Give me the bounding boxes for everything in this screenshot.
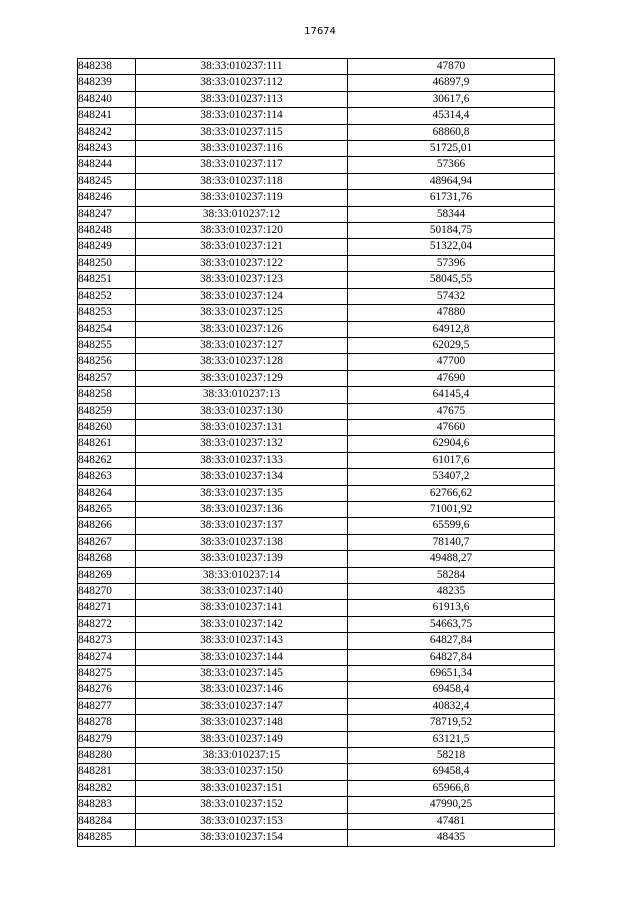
- value-cell: 63121,5: [348, 731, 555, 747]
- cadastral-number-cell: 38:33:010237:120: [136, 223, 348, 239]
- table-row: [78, 321, 555, 337]
- cadastral-number-cell: 38:33:010237:152: [136, 797, 348, 813]
- row-id-cell: 848253: [78, 305, 136, 321]
- row-id-cell: 848266: [78, 518, 136, 534]
- value-cell: 58218: [348, 748, 555, 764]
- table-row: [78, 534, 555, 550]
- cadastral-number-cell: 38:33:010237:154: [136, 830, 348, 846]
- row-id-cell: 848244: [78, 157, 136, 173]
- table-row: [78, 551, 555, 567]
- row-id-cell: 848239: [78, 75, 136, 91]
- row-id-cell: 848241: [78, 108, 136, 124]
- cadastral-number-cell: 38:33:010237:148: [136, 715, 348, 731]
- cadastral-number-cell: 38:33:010237:146: [136, 682, 348, 698]
- value-cell: 78140,7: [348, 534, 555, 550]
- row-id-cell: 848274: [78, 649, 136, 665]
- table-row: [78, 567, 555, 583]
- cadastral-number-cell: 38:33:010237:124: [136, 288, 348, 304]
- cadastral-number-cell: 38:33:010237:116: [136, 141, 348, 157]
- row-id-cell: 848279: [78, 731, 136, 747]
- cadastral-number-cell: 38:33:010237:151: [136, 780, 348, 796]
- table-body: [78, 59, 555, 847]
- cadastral-number-cell: 38:33:010237:138: [136, 534, 348, 550]
- value-cell: 58344: [348, 206, 555, 222]
- value-cell: 69651,34: [348, 666, 555, 682]
- table-row: [78, 59, 555, 75]
- value-cell: 30617,6: [348, 91, 555, 107]
- cadastral-number-cell: 38:33:010237:117: [136, 157, 348, 173]
- value-cell: 40832,4: [348, 698, 555, 714]
- row-id-cell: 848254: [78, 321, 136, 337]
- cadastral-number-cell: 38:33:010237:130: [136, 403, 348, 419]
- table-row: [78, 387, 555, 403]
- table-row: [78, 813, 555, 829]
- value-cell: 78719,52: [348, 715, 555, 731]
- cadastral-number-cell: 38:33:010237:145: [136, 666, 348, 682]
- cadastral-number-cell: 38:33:010237:147: [136, 698, 348, 714]
- row-id-cell: 848280: [78, 748, 136, 764]
- row-id-cell: 848278: [78, 715, 136, 731]
- table-row: [78, 518, 555, 534]
- value-cell: 58045,55: [348, 272, 555, 288]
- cadastral-number-cell: 38:33:010237:141: [136, 600, 348, 616]
- table-row: [78, 633, 555, 649]
- table-row: [78, 288, 555, 304]
- row-id-cell: 848285: [78, 830, 136, 846]
- table-row: [78, 124, 555, 140]
- cadastral-number-cell: 38:33:010237:153: [136, 813, 348, 829]
- cadastral-number-cell: 38:33:010237:132: [136, 436, 348, 452]
- row-id-cell: 848269: [78, 567, 136, 583]
- row-id-cell: 848249: [78, 239, 136, 255]
- cadastral-number-cell: 38:33:010237:121: [136, 239, 348, 255]
- row-id-cell: 848264: [78, 485, 136, 501]
- value-cell: 47880: [348, 305, 555, 321]
- row-id-cell: 848268: [78, 551, 136, 567]
- row-id-cell: 848281: [78, 764, 136, 780]
- table-row: [78, 748, 555, 764]
- cadastral-number-cell: 38:33:010237:15: [136, 748, 348, 764]
- value-cell: 65966,8: [348, 780, 555, 796]
- value-cell: 51725,01: [348, 141, 555, 157]
- row-id-cell: 848256: [78, 354, 136, 370]
- cadastral-number-cell: 38:33:010237:111: [136, 59, 348, 75]
- value-cell: 47870: [348, 59, 555, 75]
- value-cell: 50184,75: [348, 223, 555, 239]
- value-cell: 58284: [348, 567, 555, 583]
- data-table: [77, 58, 555, 847]
- table-row: [78, 190, 555, 206]
- row-id-cell: 848247: [78, 206, 136, 222]
- table-row: [78, 206, 555, 222]
- row-id-cell: 848272: [78, 616, 136, 632]
- row-id-cell: 848238: [78, 59, 136, 75]
- row-id-cell: 848242: [78, 124, 136, 140]
- table-row: [78, 797, 555, 813]
- table-row: [78, 698, 555, 714]
- table-row: [78, 715, 555, 731]
- row-id-cell: 848252: [78, 288, 136, 304]
- table-row: [78, 485, 555, 501]
- table-row: [78, 255, 555, 271]
- table-row: [78, 649, 555, 665]
- value-cell: 45314,4: [348, 108, 555, 124]
- row-id-cell: 848282: [78, 780, 136, 796]
- value-cell: 47690: [348, 370, 555, 386]
- page-number: 17674: [304, 26, 336, 37]
- table-row: [78, 469, 555, 485]
- value-cell: 62904,6: [348, 436, 555, 452]
- table-row: [78, 452, 555, 468]
- value-cell: 61913,6: [348, 600, 555, 616]
- table-row: [78, 157, 555, 173]
- value-cell: 57432: [348, 288, 555, 304]
- row-id-cell: 848259: [78, 403, 136, 419]
- cadastral-number-cell: 38:33:010237:13: [136, 387, 348, 403]
- table-row: [78, 764, 555, 780]
- cadastral-number-cell: 38:33:010237:112: [136, 75, 348, 91]
- cadastral-number-cell: 38:33:010237:137: [136, 518, 348, 534]
- value-cell: 57366: [348, 157, 555, 173]
- table-row: [78, 173, 555, 189]
- row-id-cell: 848261: [78, 436, 136, 452]
- row-id-cell: 848277: [78, 698, 136, 714]
- row-id-cell: 848271: [78, 600, 136, 616]
- value-cell: 46897,9: [348, 75, 555, 91]
- table-row: [78, 419, 555, 435]
- cadastral-number-cell: 38:33:010237:118: [136, 173, 348, 189]
- value-cell: 71001,92: [348, 501, 555, 517]
- value-cell: 47675: [348, 403, 555, 419]
- row-id-cell: 848267: [78, 534, 136, 550]
- cadastral-number-cell: 38:33:010237:126: [136, 321, 348, 337]
- row-id-cell: 848240: [78, 91, 136, 107]
- value-cell: 69458,4: [348, 764, 555, 780]
- cadastral-number-cell: 38:33:010237:139: [136, 551, 348, 567]
- value-cell: 64827,84: [348, 633, 555, 649]
- cadastral-number-cell: 38:33:010237:143: [136, 633, 348, 649]
- row-id-cell: 848245: [78, 173, 136, 189]
- cadastral-number-cell: 38:33:010237:144: [136, 649, 348, 665]
- cadastral-number-cell: 38:33:010237:119: [136, 190, 348, 206]
- row-id-cell: 848251: [78, 272, 136, 288]
- table-row: [78, 436, 555, 452]
- row-id-cell: 848265: [78, 501, 136, 517]
- cadastral-number-cell: 38:33:010237:129: [136, 370, 348, 386]
- table-row: [78, 780, 555, 796]
- value-cell: 62029,5: [348, 337, 555, 353]
- table-row: [78, 354, 555, 370]
- value-cell: 69458,4: [348, 682, 555, 698]
- value-cell: 48435: [348, 830, 555, 846]
- cadastral-number-cell: 38:33:010237:131: [136, 419, 348, 435]
- table-row: [78, 272, 555, 288]
- cadastral-number-cell: 38:33:010237:12: [136, 206, 348, 222]
- table-row: [78, 108, 555, 124]
- row-id-cell: 848258: [78, 387, 136, 403]
- value-cell: 47700: [348, 354, 555, 370]
- cadastral-number-cell: 38:33:010237:140: [136, 584, 348, 600]
- cadastral-number-cell: 38:33:010237:135: [136, 485, 348, 501]
- table-row: [78, 501, 555, 517]
- cadastral-number-cell: 38:33:010237:125: [136, 305, 348, 321]
- value-cell: 64912,8: [348, 321, 555, 337]
- cadastral-number-cell: 38:33:010237:150: [136, 764, 348, 780]
- value-cell: 51322,04: [348, 239, 555, 255]
- row-id-cell: 848263: [78, 469, 136, 485]
- value-cell: 64145,4: [348, 387, 555, 403]
- cadastral-number-cell: 38:33:010237:14: [136, 567, 348, 583]
- table-row: [78, 600, 555, 616]
- row-id-cell: 848260: [78, 419, 136, 435]
- table-row: [78, 666, 555, 682]
- table-row: [78, 337, 555, 353]
- row-id-cell: 848257: [78, 370, 136, 386]
- value-cell: 47481: [348, 813, 555, 829]
- table-row: [78, 141, 555, 157]
- value-cell: 61017,6: [348, 452, 555, 468]
- row-id-cell: 848246: [78, 190, 136, 206]
- table-row: [78, 239, 555, 255]
- table-row: [78, 682, 555, 698]
- row-id-cell: 848270: [78, 584, 136, 600]
- cadastral-number-cell: 38:33:010237:122: [136, 255, 348, 271]
- row-id-cell: 848255: [78, 337, 136, 353]
- value-cell: 47660: [348, 419, 555, 435]
- row-id-cell: 848262: [78, 452, 136, 468]
- table-row: [78, 305, 555, 321]
- cadastral-number-cell: 38:33:010237:127: [136, 337, 348, 353]
- table-row: [78, 830, 555, 846]
- cadastral-number-cell: 38:33:010237:134: [136, 469, 348, 485]
- cadastral-number-cell: 38:33:010237:113: [136, 91, 348, 107]
- value-cell: 64827,84: [348, 649, 555, 665]
- table-row: [78, 731, 555, 747]
- table-row: [78, 616, 555, 632]
- cadastral-number-cell: 38:33:010237:136: [136, 501, 348, 517]
- value-cell: 62766,62: [348, 485, 555, 501]
- value-cell: 47990,25: [348, 797, 555, 813]
- value-cell: 68860,8: [348, 124, 555, 140]
- value-cell: 57396: [348, 255, 555, 271]
- row-id-cell: 848250: [78, 255, 136, 271]
- value-cell: 48964,94: [348, 173, 555, 189]
- table-row: [78, 91, 555, 107]
- row-id-cell: 848276: [78, 682, 136, 698]
- value-cell: 65599,6: [348, 518, 555, 534]
- row-id-cell: 848273: [78, 633, 136, 649]
- table-row: [78, 584, 555, 600]
- cadastral-number-cell: 38:33:010237:142: [136, 616, 348, 632]
- row-id-cell: 848248: [78, 223, 136, 239]
- cadastral-number-cell: 38:33:010237:128: [136, 354, 348, 370]
- row-id-cell: 848275: [78, 666, 136, 682]
- row-id-cell: 848284: [78, 813, 136, 829]
- table-row: [78, 223, 555, 239]
- row-id-cell: 848283: [78, 797, 136, 813]
- cadastral-number-cell: 38:33:010237:114: [136, 108, 348, 124]
- table-row: [78, 403, 555, 419]
- value-cell: 53407,2: [348, 469, 555, 485]
- table-row: [78, 75, 555, 91]
- cadastral-number-cell: 38:33:010237:149: [136, 731, 348, 747]
- value-cell: 48235: [348, 584, 555, 600]
- value-cell: 54663,75: [348, 616, 555, 632]
- cadastral-number-cell: 38:33:010237:133: [136, 452, 348, 468]
- table-row: [78, 370, 555, 386]
- row-id-cell: 848243: [78, 141, 136, 157]
- value-cell: 61731,76: [348, 190, 555, 206]
- value-cell: 49488,27: [348, 551, 555, 567]
- cadastral-number-cell: 38:33:010237:123: [136, 272, 348, 288]
- cadastral-number-cell: 38:33:010237:115: [136, 124, 348, 140]
